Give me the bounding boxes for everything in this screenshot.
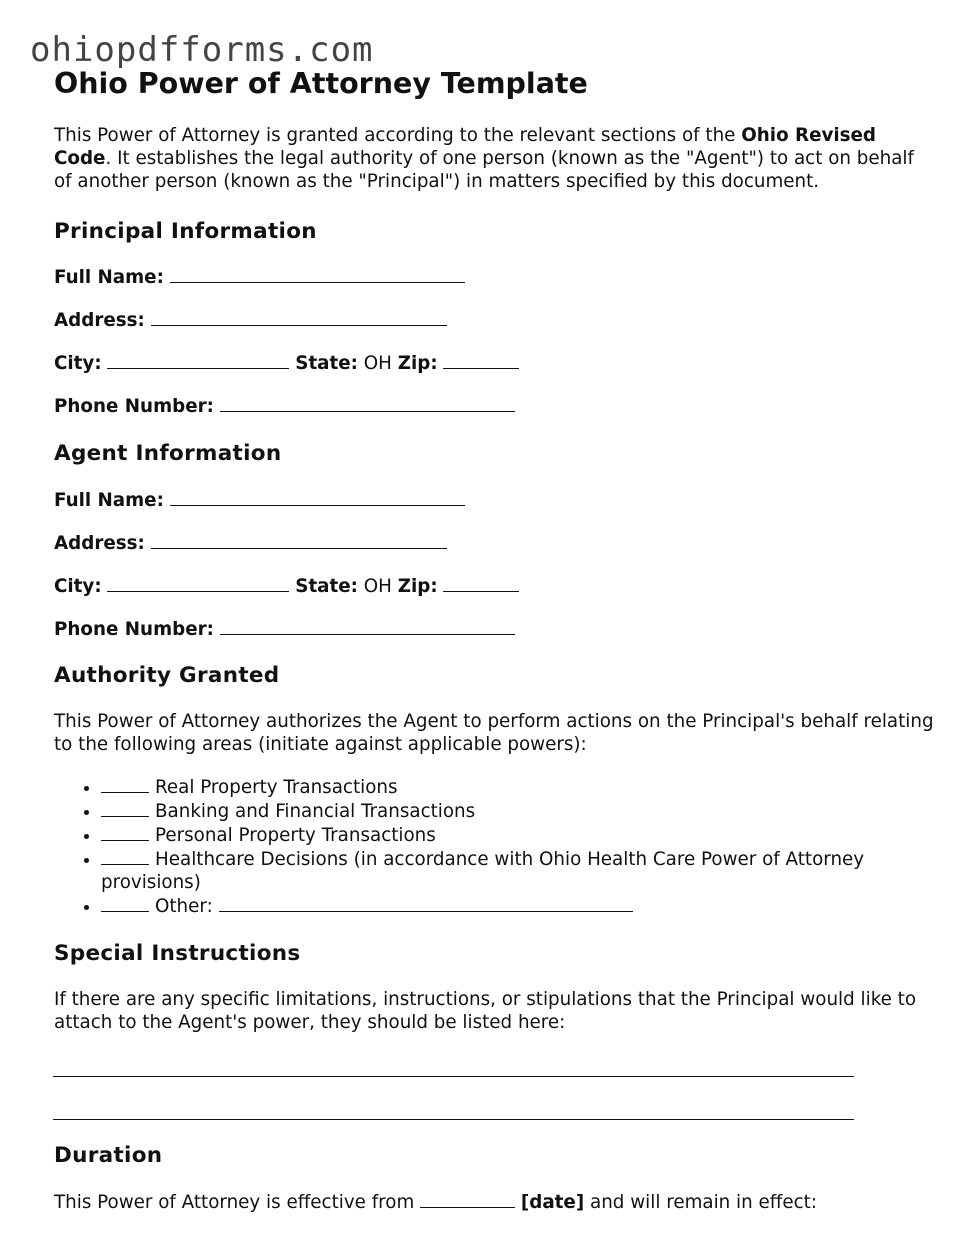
principal-zip-blank[interactable] (443, 351, 519, 369)
agent-heading: Agent Information (54, 441, 282, 466)
principal-phone-field (54, 394, 934, 418)
authority-item-real-property (101, 775, 934, 799)
authority-list (54, 775, 934, 918)
principal-address-field (54, 308, 934, 332)
authority-item-label: Healthcare Decisions (in accordance with Ohio Health Care Power of Attorney provisions) (101, 849, 865, 893)
authority-heading: Authority Granted (54, 663, 280, 688)
agent-state-label: State: (295, 576, 358, 597)
duration-date-label: [date] (520, 1192, 585, 1213)
authority-checkline-3[interactable] (101, 823, 149, 841)
authority-item-other (101, 894, 934, 918)
principal-phone-label: Phone Number: (54, 396, 214, 417)
agent-zip-label: Zip: (397, 576, 438, 597)
intro-bold: Ohio Revised Code (54, 125, 877, 169)
principal-city-blank[interactable] (107, 351, 289, 369)
authority-item-banking (101, 799, 934, 823)
agent-city-state-zip-field (54, 574, 934, 598)
duration-date-blank[interactable] (420, 1190, 515, 1208)
agent-phone-label: Phone Number: (54, 619, 214, 640)
duration-text-before: This Power of Attorney is effective from (54, 1192, 421, 1213)
intro-text-2: . It establishes the legal authority of one person (known as the "Agent") to act on behalf of another person (known as the "Principal") in matters specified by this document. (54, 148, 914, 192)
special-heading: Special Instructions (54, 941, 301, 966)
principal-city-label: City: (54, 353, 102, 374)
principal-address-blank[interactable] (151, 308, 447, 326)
authority-item-label: Personal Property Transactions (155, 825, 436, 846)
principal-zip-label: Zip: (397, 353, 438, 374)
agent-phone-field (54, 617, 934, 641)
intro-text-1: This Power of Attorney is granted according to the relevant sections of the (54, 125, 742, 146)
principal-full-name-blank[interactable] (170, 265, 465, 283)
document-page (54, 66, 934, 1214)
agent-city-label: City: (54, 576, 102, 597)
agent-full-name-label: Full Name: (54, 490, 164, 511)
duration-heading: Duration (54, 1143, 163, 1168)
special-instructions-line-2[interactable] (53, 1097, 854, 1120)
authority-checkline-4[interactable] (101, 847, 149, 865)
agent-address-blank[interactable] (151, 531, 447, 549)
duration-text-after: and will remain in effect: (584, 1192, 817, 1213)
agent-state-value: OH (363, 576, 392, 597)
authority-other-blank[interactable] (219, 894, 633, 912)
watermark: ohiopdfforms.com (30, 30, 374, 70)
authority-item-personal-property (101, 823, 934, 847)
authority-item-label: Banking and Financial Transactions (155, 801, 476, 822)
agent-phone-blank[interactable] (220, 617, 515, 635)
authority-item-label: Other: (155, 896, 213, 917)
agent-zip-blank[interactable] (443, 574, 519, 592)
principal-state-label: State: (295, 353, 358, 374)
principal-full-name-label: Full Name: (54, 267, 164, 288)
agent-full-name-blank[interactable] (170, 488, 465, 506)
authority-text: This Power of Attorney authorizes the Agent to perform actions on the Principal's behalf relating to the following areas (initiate against applicable powers): (54, 711, 934, 755)
authority-checkline-2[interactable] (101, 799, 149, 817)
agent-address-label: Address: (54, 533, 145, 554)
principal-address-label: Address: (54, 310, 145, 331)
principal-full-name-field (54, 265, 934, 289)
principal-state-value: OH (363, 353, 392, 374)
agent-full-name-field (54, 488, 934, 512)
page-title: Ohio Power of Attorney Template (54, 67, 588, 100)
intro-paragraph (54, 124, 934, 193)
principal-heading: Principal Information (54, 219, 317, 244)
special-text: If there are any specific limitations, instructions, or stipulations that the Principal would like to attach to the Agent's power, they should be listed here: (54, 989, 917, 1033)
authority-item-label: Real Property Transactions (155, 777, 398, 798)
principal-phone-blank[interactable] (220, 394, 515, 412)
agent-address-field (54, 531, 934, 555)
principal-city-state-zip-field (54, 351, 934, 375)
special-instructions-line-1[interactable] (53, 1054, 854, 1077)
authority-item-healthcare (101, 847, 934, 894)
duration-text (54, 1190, 934, 1214)
authority-checkline-5[interactable] (101, 894, 149, 912)
agent-city-blank[interactable] (107, 574, 289, 592)
authority-checkline-1[interactable] (101, 775, 149, 793)
